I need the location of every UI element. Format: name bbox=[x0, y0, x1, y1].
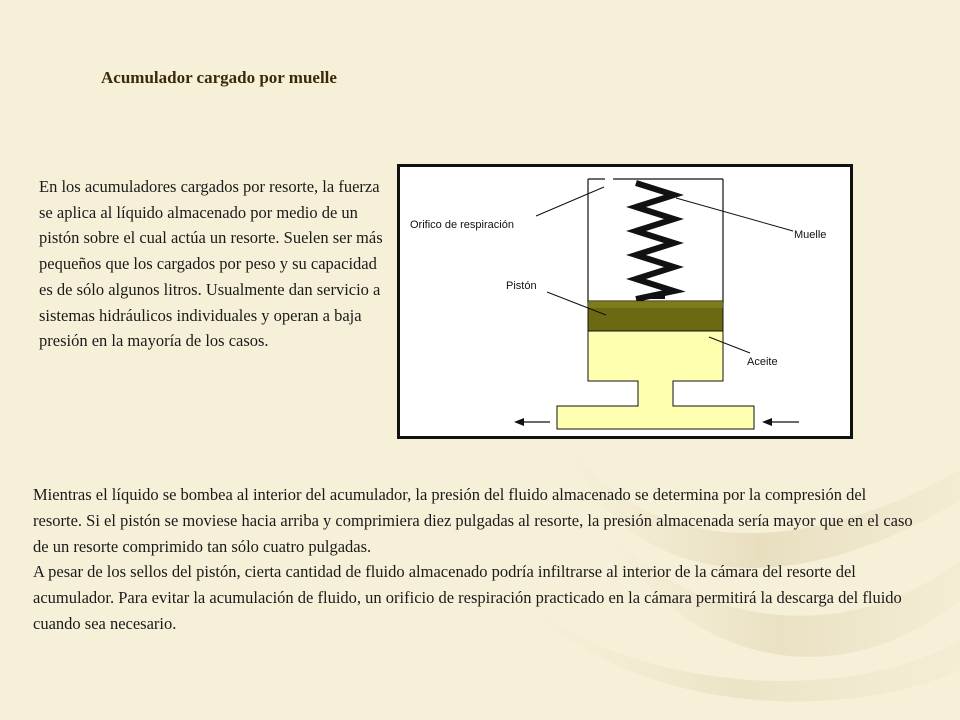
inflow-arrow-right bbox=[762, 418, 799, 426]
intro-paragraph: En los acumuladores cargados por resorte, la fuerza se aplica al líquido almacenado por medio de un pistón sobre el cual actúa un resorte. Suelen ser más pequeños que los cargados por peso y su capacidad es de sólo algunos litros. Usualmente dan servicio a sistemas hidráulicos individuales y operan a baja presión en la mayoría de los casos. bbox=[39, 177, 383, 351]
label-vent: Orifico de respiración bbox=[410, 219, 514, 231]
outflow-arrow-left bbox=[514, 418, 550, 426]
label-spring: Muelle bbox=[794, 229, 827, 241]
label-piston: Pistón bbox=[506, 280, 537, 292]
body-text bbox=[33, 482, 913, 637]
accumulator-diagram bbox=[397, 164, 853, 439]
diagram-svg bbox=[400, 167, 850, 436]
oil-chamber bbox=[557, 331, 754, 429]
spring-coil bbox=[636, 183, 674, 299]
body-paragraph-2: A pesar de los sellos del pistón, cierta cantidad de fluido almacenado podría infiltrarse al interior de la cámara del resorte del acumulador. Para evitar la acumulación de fluido, un orificio de respiración practicado en la cámara permitirá la descarga del fluido cuando sea necesario. bbox=[33, 562, 902, 633]
body-paragraph-1: Mientras el líquido se bombea al interior del acumulador, la presión del fluido almacenado se determina por la compresión del resorte. Si el pistón se moviese hacia arriba y comprimiera diez pulgadas al resorte, la presión almacenada sería mayor que en el caso de un resorte comprimido tan sólo cuatro pulgadas. bbox=[33, 485, 913, 556]
page-title: Acumulador cargado por muelle bbox=[101, 68, 337, 87]
label-oil: Aceite bbox=[747, 356, 778, 368]
